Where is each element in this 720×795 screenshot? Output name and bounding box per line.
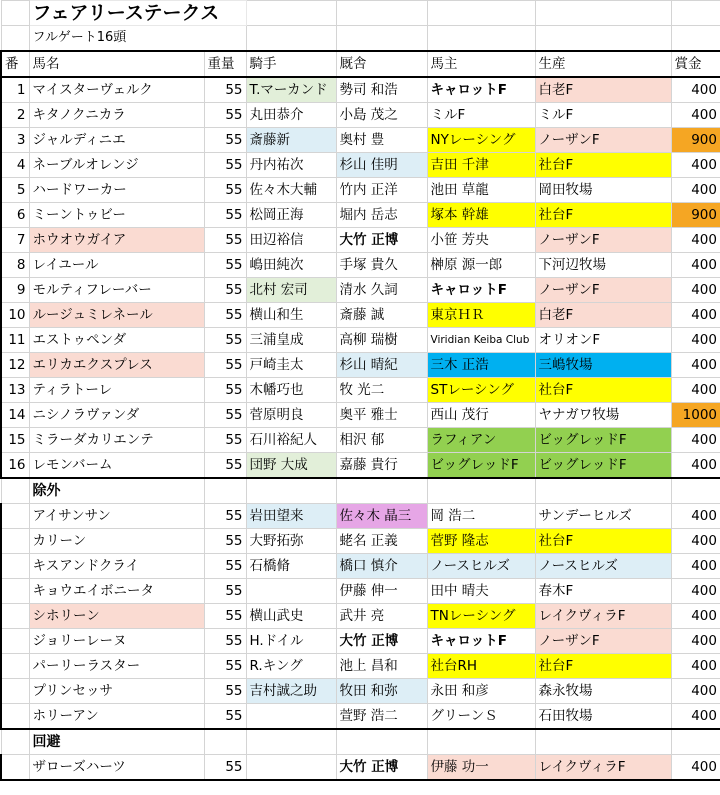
cell-weight[interactable]: 55 bbox=[204, 228, 246, 253]
header-owner[interactable]: 馬主 bbox=[427, 51, 535, 77]
cell-breeder[interactable]: ビッグレッドF bbox=[535, 453, 671, 479]
cell-name[interactable]: エストゥペンダ bbox=[29, 328, 204, 353]
field-size-note[interactable]: フルゲート16頭 bbox=[29, 26, 246, 52]
cell-weight[interactable]: 55 bbox=[204, 378, 246, 403]
cell-stable[interactable]: 萱野 浩二 bbox=[336, 704, 427, 730]
cell-weight[interactable]: 55 bbox=[204, 353, 246, 378]
cell-stable[interactable]: 池上 昌和 bbox=[336, 654, 427, 679]
empty-cell bbox=[336, 478, 427, 504]
horse-row bbox=[1, 253, 720, 278]
cell-stable[interactable]: 勢司 和浩 bbox=[336, 77, 427, 103]
horse-row bbox=[1, 328, 720, 353]
cell-owner[interactable]: キャロットF bbox=[427, 629, 535, 654]
cell-owner[interactable]: 岡 浩二 bbox=[427, 504, 535, 529]
cell-stable[interactable]: 杉山 晴紀 bbox=[336, 353, 427, 378]
empty-cell bbox=[336, 729, 427, 755]
cell-ban[interactable]: 7 bbox=[1, 228, 29, 253]
cell-ban[interactable]: 9 bbox=[1, 278, 29, 303]
cell-ban[interactable] bbox=[1, 529, 29, 554]
cell-breeder[interactable]: ヤナガワ牧場 bbox=[535, 403, 671, 428]
cell-prize[interactable]: 400 bbox=[671, 278, 720, 303]
cell-owner[interactable]: ノースヒルズ bbox=[427, 554, 535, 579]
cell-ban[interactable] bbox=[1, 679, 29, 704]
cell-ban[interactable]: 5 bbox=[1, 178, 29, 203]
cell-weight[interactable]: 55 bbox=[204, 278, 246, 303]
cell-name[interactable]: ティラトーレ bbox=[29, 378, 204, 403]
cell-prize[interactable]: 400 bbox=[671, 153, 720, 178]
horse-row bbox=[1, 629, 720, 654]
cell-stable[interactable]: 杉山 佳明 bbox=[336, 153, 427, 178]
cell-jockey[interactable] bbox=[246, 579, 336, 604]
cell-jockey[interactable]: 松岡正海 bbox=[246, 203, 336, 228]
horse-row bbox=[1, 654, 720, 679]
cell-owner[interactable]: 池田 草龍 bbox=[427, 178, 535, 203]
cell-name[interactable]: ジョリーレーヌ bbox=[29, 629, 204, 654]
cell-jockey[interactable]: 横山武史 bbox=[246, 604, 336, 629]
cell-name[interactable]: レイユール bbox=[29, 253, 204, 278]
cell-prize[interactable]: 400 bbox=[671, 604, 720, 629]
cell-ban[interactable] bbox=[1, 554, 29, 579]
cell-ban[interactable]: 13 bbox=[1, 378, 29, 403]
cell-breeder[interactable]: 社台F bbox=[535, 153, 671, 178]
cell-owner[interactable]: 吉田 千津 bbox=[427, 153, 535, 178]
empty-cell bbox=[427, 478, 535, 504]
race-title[interactable]: フェアリーステークス bbox=[29, 1, 246, 26]
cell-breeder[interactable]: ノーザンF bbox=[535, 278, 671, 303]
cell-stable[interactable]: 堀内 岳志 bbox=[336, 203, 427, 228]
cell-prize[interactable]: 400 bbox=[671, 378, 720, 403]
cell-owner[interactable]: Viridian Keiba Club bbox=[427, 328, 535, 353]
cell-ban[interactable]: 2 bbox=[1, 103, 29, 128]
cell-jockey[interactable]: 吉村誠之助 bbox=[246, 679, 336, 704]
cell-stable[interactable]: 奥平 雅士 bbox=[336, 403, 427, 428]
horse-row bbox=[1, 604, 720, 629]
header-prize[interactable]: 賞金 bbox=[671, 51, 720, 77]
cell-weight[interactable]: 55 bbox=[204, 303, 246, 328]
horse-row bbox=[1, 428, 720, 453]
cell-owner[interactable]: 伊藤 功一 bbox=[427, 755, 535, 781]
cell-jockey[interactable]: R.キング bbox=[246, 654, 336, 679]
cell-prize[interactable]: 400 bbox=[671, 328, 720, 353]
horse-row bbox=[1, 579, 720, 604]
cell-owner[interactable]: 西山 茂行 bbox=[427, 403, 535, 428]
cell-prize[interactable]: 400 bbox=[671, 679, 720, 704]
cell-ban[interactable]: 10 bbox=[1, 303, 29, 328]
cell-name[interactable]: キタノクニカラ bbox=[29, 103, 204, 128]
cell-name[interactable]: キョウエイボニータ bbox=[29, 579, 204, 604]
section-label[interactable]: 回避 bbox=[29, 729, 204, 755]
cell-weight[interactable]: 55 bbox=[204, 328, 246, 353]
horse-row bbox=[1, 353, 720, 378]
cell-jockey[interactable]: 佐々木大輔 bbox=[246, 178, 336, 203]
header-ban[interactable]: 番 bbox=[1, 51, 29, 77]
cell-owner[interactable]: ビッグレッドF bbox=[427, 453, 535, 479]
cell-owner[interactable]: 榊原 源一郎 bbox=[427, 253, 535, 278]
header-jockey[interactable]: 騎手 bbox=[246, 51, 336, 77]
empty-cell bbox=[246, 478, 336, 504]
cell-jockey[interactable]: 斎藤新 bbox=[246, 128, 336, 153]
horse-row bbox=[1, 378, 720, 403]
horse-row bbox=[1, 529, 720, 554]
cell-ban[interactable] bbox=[1, 629, 29, 654]
cell-prize[interactable]: 400 bbox=[671, 353, 720, 378]
cell-owner[interactable]: キャロットF bbox=[427, 278, 535, 303]
cell-ban[interactable]: 6 bbox=[1, 203, 29, 228]
header-stable[interactable]: 厩舎 bbox=[336, 51, 427, 77]
cell-owner[interactable]: 東京ＨＲ bbox=[427, 303, 535, 328]
cell-breeder[interactable]: ノーザンF bbox=[535, 629, 671, 654]
cell-breeder[interactable]: 白老F bbox=[535, 77, 671, 103]
section-spacer bbox=[1, 729, 29, 755]
cell-breeder[interactable]: 社台F bbox=[535, 203, 671, 228]
cell-stable[interactable]: 武井 亮 bbox=[336, 604, 427, 629]
cell-name[interactable]: ミーントゥビー bbox=[29, 203, 204, 228]
cell-weight[interactable]: 55 bbox=[204, 453, 246, 479]
cell-breeder[interactable]: ノーザンF bbox=[535, 128, 671, 153]
cell-owner[interactable]: TNレーシング bbox=[427, 604, 535, 629]
cell-stable[interactable]: 高柳 瑞樹 bbox=[336, 328, 427, 353]
cell-prize[interactable]: 400 bbox=[671, 529, 720, 554]
cell-jockey[interactable]: 丸田恭介 bbox=[246, 103, 336, 128]
horse-row bbox=[1, 203, 720, 228]
cell-name[interactable]: モルティフレーバー bbox=[29, 278, 204, 303]
horse-row bbox=[1, 453, 720, 479]
cell-breeder[interactable]: 社台F bbox=[535, 654, 671, 679]
cell-prize[interactable]: 900 bbox=[671, 128, 720, 153]
cell-weight[interactable]: 55 bbox=[204, 554, 246, 579]
cell-jockey[interactable]: 三浦皇成 bbox=[246, 328, 336, 353]
cell-stable[interactable]: 大竹 正博 bbox=[336, 228, 427, 253]
cell-prize[interactable]: 400 bbox=[671, 704, 720, 730]
section-row bbox=[1, 729, 720, 755]
cell-prize[interactable]: 400 bbox=[671, 579, 720, 604]
cell-stable[interactable]: 手塚 貴久 bbox=[336, 253, 427, 278]
cell-weight[interactable]: 55 bbox=[204, 704, 246, 730]
horse-row bbox=[1, 77, 720, 103]
cell-jockey[interactable]: H.ドイル bbox=[246, 629, 336, 654]
cell-breeder[interactable]: オリオンF bbox=[535, 328, 671, 353]
cell-jockey[interactable] bbox=[246, 704, 336, 730]
cell-owner[interactable]: 菅野 隆志 bbox=[427, 529, 535, 554]
cell-stable[interactable]: 伊藤 伸一 bbox=[336, 579, 427, 604]
cell-prize[interactable]: 400 bbox=[671, 453, 720, 479]
cell-jockey[interactable]: 岩田望来 bbox=[246, 504, 336, 529]
cell-breeder[interactable]: 岡田牧場 bbox=[535, 178, 671, 203]
cell-ban[interactable] bbox=[1, 654, 29, 679]
cell-weight[interactable]: 55 bbox=[204, 654, 246, 679]
cell-breeder[interactable]: サンデーヒルズ bbox=[535, 504, 671, 529]
cell-weight[interactable]: 55 bbox=[204, 504, 246, 529]
cell-owner[interactable]: ミルF bbox=[427, 103, 535, 128]
header-weight[interactable]: 重量 bbox=[204, 51, 246, 77]
cell-prize[interactable]: 400 bbox=[671, 504, 720, 529]
title-row bbox=[1, 1, 720, 26]
cell-ban[interactable] bbox=[1, 579, 29, 604]
cell-weight[interactable]: 55 bbox=[204, 679, 246, 704]
horse-row bbox=[1, 128, 720, 153]
cell-name[interactable]: ホリーアン bbox=[29, 704, 204, 730]
cell-weight[interactable]: 55 bbox=[204, 529, 246, 554]
cell-owner[interactable]: 社台RH bbox=[427, 654, 535, 679]
cell-jockey[interactable]: 田辺裕信 bbox=[246, 228, 336, 253]
horse-row bbox=[1, 103, 720, 128]
cell-name[interactable]: ジャルディニエ bbox=[29, 128, 204, 153]
cell-weight[interactable]: 55 bbox=[204, 604, 246, 629]
cell-jockey[interactable]: 丹内祐次 bbox=[246, 153, 336, 178]
cell-prize[interactable]: 400 bbox=[671, 755, 720, 781]
cell-prize[interactable]: 400 bbox=[671, 303, 720, 328]
cell-jockey[interactable]: 石橋脩 bbox=[246, 554, 336, 579]
cell-name[interactable]: パーリーラスター bbox=[29, 654, 204, 679]
cell-jockey[interactable]: 団野 大成 bbox=[246, 453, 336, 479]
cell-stable[interactable]: 斎藤 誠 bbox=[336, 303, 427, 328]
cell-jockey[interactable]: 嶋田純次 bbox=[246, 253, 336, 278]
cell-name[interactable]: レモンバーム bbox=[29, 453, 204, 479]
cell-name[interactable]: ネーブルオレンジ bbox=[29, 153, 204, 178]
cell-prize[interactable]: 400 bbox=[671, 554, 720, 579]
cell-prize[interactable]: 400 bbox=[671, 428, 720, 453]
cell-ban[interactable]: 11 bbox=[1, 328, 29, 353]
cell-ban[interactable] bbox=[1, 604, 29, 629]
cell-owner[interactable]: STレーシング bbox=[427, 378, 535, 403]
cell-ban[interactable]: 14 bbox=[1, 403, 29, 428]
horse-row bbox=[1, 679, 720, 704]
horse-row bbox=[1, 178, 720, 203]
cell-jockey[interactable]: 北村 宏司 bbox=[246, 278, 336, 303]
cell-breeder[interactable]: 社台F bbox=[535, 378, 671, 403]
cell-owner[interactable]: ラフィアン bbox=[427, 428, 535, 453]
cell-stable[interactable]: 小島 茂之 bbox=[336, 103, 427, 128]
cell-breeder[interactable]: ミルF bbox=[535, 103, 671, 128]
cell-prize[interactable]: 400 bbox=[671, 178, 720, 203]
cell-ban[interactable]: 4 bbox=[1, 153, 29, 178]
empty-cell bbox=[671, 729, 720, 755]
cell-breeder[interactable]: 白老F bbox=[535, 303, 671, 328]
cell-stable[interactable]: 大竹 正博 bbox=[336, 755, 427, 781]
section-label[interactable]: 除外 bbox=[29, 478, 204, 504]
cell-jockey[interactable] bbox=[246, 755, 336, 781]
subtitle-row bbox=[1, 26, 720, 52]
section-row bbox=[1, 478, 720, 504]
cell-ban[interactable] bbox=[1, 704, 29, 730]
cell-stable[interactable]: 大竹 正博 bbox=[336, 629, 427, 654]
cell-owner[interactable]: 田中 晴夫 bbox=[427, 579, 535, 604]
cell-breeder[interactable]: 社台F bbox=[535, 529, 671, 554]
cell-ban[interactable] bbox=[1, 504, 29, 529]
cell-stable[interactable]: 牧田 和弥 bbox=[336, 679, 427, 704]
cell-stable[interactable]: 清水 久詞 bbox=[336, 278, 427, 303]
horse-row bbox=[1, 403, 720, 428]
cell-weight[interactable]: 55 bbox=[204, 103, 246, 128]
cell-jockey[interactable]: 菅原明良 bbox=[246, 403, 336, 428]
cell-owner[interactable]: 小笹 芳央 bbox=[427, 228, 535, 253]
horse-row bbox=[1, 504, 720, 529]
cell-name[interactable]: プリンセッサ bbox=[29, 679, 204, 704]
cell-breeder[interactable]: レイクヴィラF bbox=[535, 604, 671, 629]
cell-prize[interactable]: 400 bbox=[671, 654, 720, 679]
cell-stable[interactable]: 橋口 慎介 bbox=[336, 554, 427, 579]
empty-cell bbox=[246, 729, 336, 755]
cell-ban[interactable]: 3 bbox=[1, 128, 29, 153]
cell-breeder[interactable]: 春木F bbox=[535, 579, 671, 604]
cell-stable[interactable]: 蛯名 正義 bbox=[336, 529, 427, 554]
cell-name[interactable]: ハードワーカー bbox=[29, 178, 204, 203]
cell-jockey[interactable]: 石川裕紀人 bbox=[246, 428, 336, 453]
empty-cell bbox=[535, 478, 671, 504]
cell-weight[interactable]: 55 bbox=[204, 128, 246, 153]
cell-weight[interactable]: 55 bbox=[204, 579, 246, 604]
cell-weight[interactable]: 55 bbox=[204, 153, 246, 178]
cell-weight[interactable]: 55 bbox=[204, 203, 246, 228]
cell-weight[interactable]: 55 bbox=[204, 77, 246, 103]
cell-weight[interactable]: 55 bbox=[204, 403, 246, 428]
cell-prize[interactable]: 400 bbox=[671, 629, 720, 654]
cell-stable[interactable]: 相沢 郁 bbox=[336, 428, 427, 453]
empty-cell bbox=[204, 729, 246, 755]
cell-stable[interactable]: 佐々木 晶三 bbox=[336, 504, 427, 529]
section-spacer bbox=[1, 478, 29, 504]
cell-name[interactable]: ミラーダカリエンテ bbox=[29, 428, 204, 453]
horse-row bbox=[1, 228, 720, 253]
cell-name[interactable]: ザローズハーツ bbox=[29, 755, 204, 781]
cell-breeder[interactable]: 石田牧場 bbox=[535, 704, 671, 730]
cell-ban[interactable] bbox=[1, 755, 29, 781]
cell-prize[interactable]: 1000 bbox=[671, 403, 720, 428]
header-name[interactable]: 馬名 bbox=[29, 51, 204, 77]
empty-cell bbox=[427, 729, 535, 755]
cell-name[interactable]: ホウオウガイア bbox=[29, 228, 204, 253]
cell-name[interactable]: マイスターヴェルク bbox=[29, 77, 204, 103]
cell-breeder[interactable]: レイクヴィラF bbox=[535, 755, 671, 781]
cell-owner[interactable]: 塚本 幹雄 bbox=[427, 203, 535, 228]
cell-prize[interactable]: 900 bbox=[671, 203, 720, 228]
cell-jockey[interactable]: T.マーカンド bbox=[246, 77, 336, 103]
cell-weight[interactable]: 55 bbox=[204, 629, 246, 654]
cell-owner[interactable]: グリーンＳ bbox=[427, 704, 535, 730]
cell-breeder[interactable]: 下河辺牧場 bbox=[535, 253, 671, 278]
header-row bbox=[1, 51, 720, 77]
cell-jockey[interactable]: 横山和生 bbox=[246, 303, 336, 328]
cell-ban[interactable]: 8 bbox=[1, 253, 29, 278]
header-breeder[interactable]: 生産 bbox=[535, 51, 671, 77]
cell-name[interactable]: キスアンドクライ bbox=[29, 554, 204, 579]
cell-name[interactable]: エリカエクスプレス bbox=[29, 353, 204, 378]
horse-row bbox=[1, 755, 720, 781]
cell-name[interactable]: アイサンサン bbox=[29, 504, 204, 529]
cell-weight[interactable]: 55 bbox=[204, 178, 246, 203]
cell-ban[interactable]: 15 bbox=[1, 428, 29, 453]
cell-owner[interactable]: NYレーシング bbox=[427, 128, 535, 153]
horse-row bbox=[1, 554, 720, 579]
cell-breeder[interactable]: 森永牧場 bbox=[535, 679, 671, 704]
cell-jockey[interactable]: 大野拓弥 bbox=[246, 529, 336, 554]
cell-weight[interactable]: 55 bbox=[204, 253, 246, 278]
empty-cell bbox=[204, 478, 246, 504]
cell-name[interactable]: ニシノラヴァンダ bbox=[29, 403, 204, 428]
cell-stable[interactable]: 牧 光二 bbox=[336, 378, 427, 403]
cell-ban[interactable]: 12 bbox=[1, 353, 29, 378]
cell-ban[interactable]: 1 bbox=[1, 77, 29, 103]
cell-jockey[interactable]: 木幡巧也 bbox=[246, 378, 336, 403]
empty-cell bbox=[535, 729, 671, 755]
cell-name[interactable]: ルージュミレネール bbox=[29, 303, 204, 328]
cell-owner[interactable]: キャロットF bbox=[427, 77, 535, 103]
cell-stable[interactable]: 奥村 豊 bbox=[336, 128, 427, 153]
cell-stable[interactable]: 竹内 正洋 bbox=[336, 178, 427, 203]
cell-prize[interactable]: 400 bbox=[671, 253, 720, 278]
cell-prize[interactable]: 400 bbox=[671, 228, 720, 253]
cell-weight[interactable]: 55 bbox=[204, 755, 246, 781]
cell-stable[interactable]: 嘉藤 貴行 bbox=[336, 453, 427, 479]
cell-breeder[interactable]: 三嶋牧場 bbox=[535, 353, 671, 378]
cell-prize[interactable]: 400 bbox=[671, 103, 720, 128]
horse-row bbox=[1, 278, 720, 303]
cell-owner[interactable]: 三木 正浩 bbox=[427, 353, 535, 378]
horse-row bbox=[1, 704, 720, 730]
cell-breeder[interactable]: ノーザンF bbox=[535, 228, 671, 253]
cell-name[interactable]: カリーン bbox=[29, 529, 204, 554]
cell-owner[interactable]: 永田 和彦 bbox=[427, 679, 535, 704]
cell-jockey[interactable]: 戸崎圭太 bbox=[246, 353, 336, 378]
cell-breeder[interactable]: ビッグレッドF bbox=[535, 428, 671, 453]
cell-prize[interactable]: 400 bbox=[671, 77, 720, 103]
empty-cell bbox=[671, 478, 720, 504]
horse-row bbox=[1, 303, 720, 328]
horse-row bbox=[1, 153, 720, 178]
cell-ban[interactable]: 16 bbox=[1, 453, 29, 479]
cell-name[interactable]: シホリーン bbox=[29, 604, 204, 629]
cell-breeder[interactable]: ノースヒルズ bbox=[535, 554, 671, 579]
cell-weight[interactable]: 55 bbox=[204, 428, 246, 453]
